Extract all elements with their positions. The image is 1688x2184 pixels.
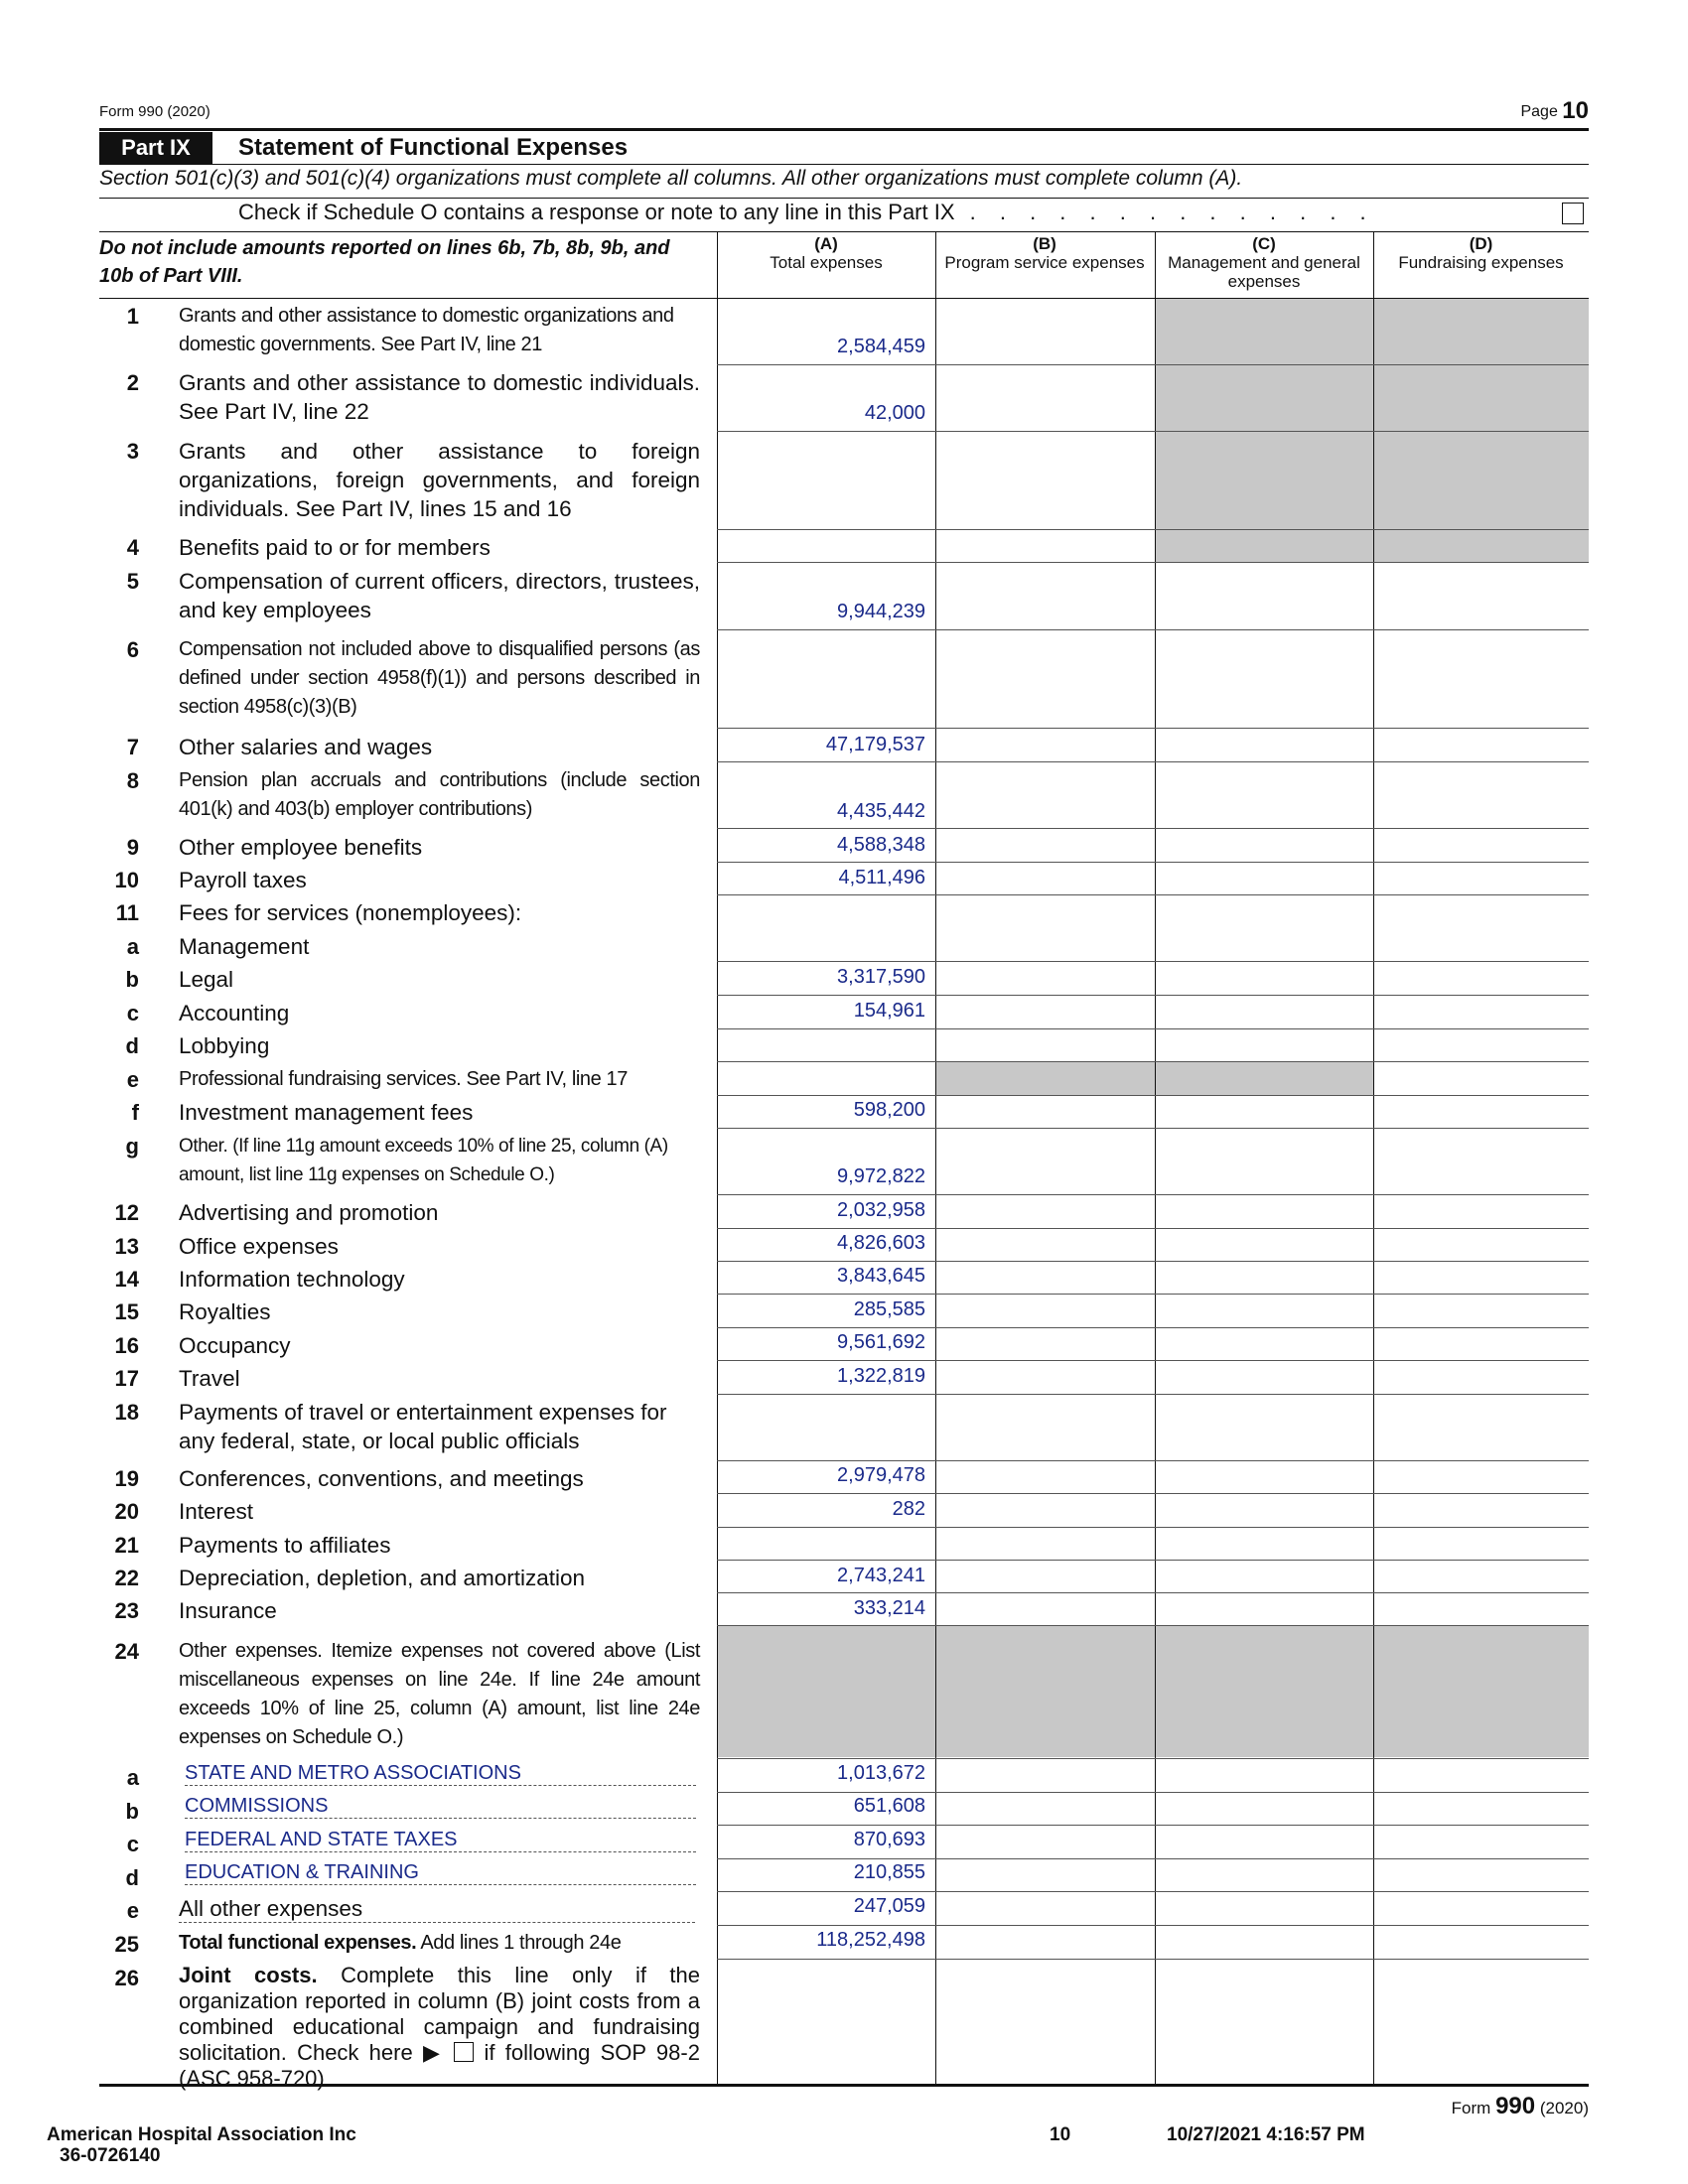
leader-dots: . . . . . . . . . . . . . . — [954, 200, 1375, 224]
line-letter: a — [126, 934, 139, 959]
line-description: Royalties — [179, 1299, 271, 1324]
line-number: 5 — [126, 569, 139, 594]
line-description: Compensation of current officers, directors, trustees, and key employees — [179, 569, 700, 622]
column-b-label: Program service expenses — [944, 253, 1145, 272]
line-letter: b — [125, 1799, 139, 1824]
line-number: 14 — [114, 1267, 139, 1292]
line-number: 23 — [114, 1598, 139, 1623]
column-d-header — [1373, 234, 1589, 298]
schedule-o-check-label — [238, 200, 1375, 225]
column-c-letter: (C) — [1252, 234, 1276, 253]
row-line — [717, 1758, 1589, 1759]
column-divider — [935, 232, 936, 2085]
line-number: 17 — [114, 1366, 139, 1391]
itemized-expense: EDUCATION & TRAINING — [185, 1861, 696, 1885]
line-description: Fees for services (nonemployees): — [179, 900, 522, 925]
row-line — [717, 1560, 1589, 1561]
row-line — [717, 961, 1589, 962]
row-line — [717, 1128, 1589, 1129]
row-line — [717, 562, 1589, 563]
footer-form-year: (2020) — [1539, 2099, 1589, 2117]
row-line — [717, 1095, 1589, 1096]
line-number: 1 — [126, 304, 139, 329]
top-rule — [99, 128, 1589, 131]
amount-total: 2,584,459 — [837, 336, 925, 357]
organization-ein: 36-0726140 — [60, 2145, 161, 2166]
footer-organization — [47, 2124, 356, 2166]
amount-total: 154,961 — [853, 1000, 925, 1022]
page-number-value: 10 — [1562, 97, 1589, 124]
footer-form-label — [1452, 2093, 1589, 2120]
line-description: Information technology — [179, 1267, 405, 1292]
amount-total: 4,511,496 — [838, 867, 925, 888]
amount-total: 247,059 — [853, 1895, 925, 1917]
part-label: Part IX — [99, 132, 212, 164]
line-letter: a — [126, 1765, 139, 1790]
amount-total: 1,322,819 — [837, 1365, 925, 1387]
line-description-bold: Joint costs. — [179, 1963, 318, 1987]
line-number: 18 — [114, 1400, 139, 1425]
amount-total: 285,585 — [853, 1298, 925, 1320]
line-letter: f — [131, 1100, 139, 1125]
amount-total: 4,435,442 — [837, 800, 925, 822]
line-number: 24 — [114, 1639, 139, 1664]
amount-total: 870,693 — [853, 1829, 925, 1850]
line-letter: d — [125, 1865, 139, 1890]
column-b-header — [935, 234, 1154, 298]
line-description: Advertising and promotion — [179, 1200, 439, 1225]
line-number: 13 — [114, 1234, 139, 1259]
amount-total: 210,855 — [853, 1861, 925, 1883]
row-line — [717, 529, 1589, 530]
line-description: Other. (If line 11g amount exceeds 10% of line 25, column (A) amount, list line 11g expenses on Schedule O.) — [179, 1136, 668, 1185]
amount-total: 598,200 — [853, 1099, 925, 1121]
row-line — [717, 1360, 1589, 1361]
footer-form-prefix: Form — [1451, 2099, 1491, 2117]
line-description: Legal — [179, 967, 234, 992]
line-description-text: Complete this line only if the organization reported in column (B) joint costs from a combined educational campaign and fundraising solicitation. Check here — [179, 1963, 700, 2065]
rule — [99, 231, 1589, 232]
line-description-text: Add lines 1 through 24e — [420, 1932, 622, 1954]
row-line — [717, 1327, 1589, 1328]
row-line — [717, 761, 1589, 762]
column-b-letter: (B) — [1033, 234, 1056, 253]
line-description: Benefits paid to or for members — [179, 535, 491, 560]
part-header — [99, 132, 1589, 164]
line-number: 3 — [126, 439, 139, 464]
line-number: 20 — [114, 1499, 139, 1524]
rule — [99, 164, 1589, 165]
row-line — [717, 894, 1589, 895]
line-letter: e — [126, 1067, 139, 1092]
line-number: 9 — [126, 835, 139, 860]
line-letter: c — [126, 1001, 139, 1025]
amount-total: 333,214 — [853, 1597, 925, 1619]
amount-total: 47,179,537 — [825, 734, 925, 755]
line-description: Compensation not included above to disqualified persons (as defined under section 4958(f)(1)) and persons described in section 4958(c)(3)(B) — [179, 638, 700, 718]
column-a-letter: (A) — [814, 234, 838, 253]
line-letter: g — [125, 1134, 139, 1159]
line-description: Payroll taxes — [179, 868, 307, 892]
column-c-label: Management and general expenses — [1168, 253, 1360, 291]
row-line — [717, 1294, 1589, 1295]
line-description-tail: if following SOP 98-2 (ASC 958-720) — [179, 2040, 700, 2091]
line-description: Investment management fees — [179, 1100, 474, 1125]
line-description: Occupancy — [179, 1333, 291, 1358]
arrow-icon: ▶ — [422, 2040, 445, 2065]
line-description: Other employee benefits — [179, 835, 423, 860]
row-line — [717, 1959, 1589, 1960]
row-line — [717, 862, 1589, 863]
line-description: Lobbying — [179, 1033, 270, 1058]
row-line — [717, 828, 1589, 829]
amount-total: 9,972,822 — [837, 1165, 925, 1187]
line-letter: b — [125, 967, 139, 992]
page-number — [1520, 97, 1589, 125]
line-number: 10 — [114, 868, 139, 892]
amount-total: 9,561,692 — [837, 1331, 925, 1353]
amount-total: 1,013,672 — [837, 1762, 925, 1784]
line-description: Interest — [179, 1499, 254, 1524]
amount-total: 42,000 — [864, 402, 925, 424]
line-description: Grants and other assistance to foreign organizations, foreign governments, and foreign individuals. See Part IV, lines 15 and 16 — [179, 439, 700, 521]
line-letter: c — [126, 1832, 139, 1856]
line-number: 21 — [114, 1533, 139, 1558]
line-description: Payments to affiliates — [179, 1533, 391, 1558]
line-number: 25 — [114, 1932, 139, 1957]
row-line — [717, 1460, 1589, 1461]
line-number: 22 — [114, 1566, 139, 1590]
row-line — [717, 1061, 1589, 1062]
form-label: Form 990 (2020) — [99, 103, 211, 120]
amount-total: 4,826,603 — [837, 1232, 925, 1254]
shaded-cells — [717, 1625, 1589, 1757]
line-number: 15 — [114, 1299, 139, 1324]
line-number: 4 — [126, 535, 139, 560]
amount-total: 282 — [892, 1498, 925, 1520]
amount-total: 3,843,645 — [837, 1265, 925, 1287]
line-letter: e — [126, 1898, 139, 1923]
itemized-expense: COMMISSIONS — [185, 1795, 696, 1819]
row-line — [717, 1858, 1589, 1859]
line-description: Management — [179, 934, 310, 959]
itemized-expense: FEDERAL AND STATE TAXES — [185, 1829, 696, 1852]
row-line — [717, 1825, 1589, 1826]
page-prefix: Page — [1520, 103, 1558, 120]
row-line — [717, 1792, 1589, 1793]
line-number: 7 — [126, 735, 139, 759]
row-line — [717, 1891, 1589, 1892]
row-line — [717, 364, 1589, 365]
amount-total: 3,317,590 — [837, 966, 925, 988]
row-line — [717, 1228, 1589, 1229]
footer-page: 10 — [1050, 2124, 1071, 2145]
line-description-bold: Total functional expenses. — [179, 1932, 417, 1954]
line-description: Depreciation, depletion, and amortization — [179, 1566, 585, 1590]
line-description: Professional fundraising services. See Part IV, line 17 — [179, 1068, 628, 1090]
column-d-letter: (D) — [1469, 234, 1493, 253]
row-line — [717, 431, 1589, 432]
line-description: Travel — [179, 1366, 240, 1391]
amount-total: 2,743,241 — [837, 1565, 925, 1586]
line-description: Insurance — [179, 1598, 277, 1623]
line-number: 26 — [114, 1966, 139, 1990]
footer-timestamp: 10/27/2021 4:16:57 PM — [1167, 2124, 1365, 2145]
row-line — [717, 1527, 1589, 1528]
line-letter: d — [125, 1033, 139, 1058]
row-line — [717, 1261, 1589, 1262]
column-a-header — [717, 234, 935, 298]
row-line — [717, 1028, 1589, 1029]
line-description — [179, 1929, 700, 1958]
line-description: Conferences, conventions, and meetings — [179, 1466, 584, 1491]
amount-total: 2,979,478 — [837, 1464, 925, 1486]
row-line — [717, 1925, 1589, 1926]
itemized-expense: STATE AND METRO ASSOCIATIONS — [185, 1762, 696, 1786]
line-number: 6 — [126, 637, 139, 662]
line-description: Accounting — [179, 1001, 290, 1025]
line-description — [179, 1963, 700, 2092]
line-number: 2 — [126, 370, 139, 395]
row-line — [717, 1493, 1589, 1494]
organization-name: American Hospital Association Inc — [47, 2124, 356, 2145]
schedule-o-text: Check if Schedule O contains a response or note to any line in this Part IX — [238, 200, 955, 224]
row-line — [717, 1394, 1589, 1395]
row-line — [717, 1625, 1589, 1626]
line-number: 19 — [114, 1466, 139, 1491]
column-divider — [1155, 232, 1156, 2085]
column-note: Do not include amounts reported on lines 6b, 7b, 8b, 9b, and 10b of Part VIII. — [99, 237, 670, 287]
amount-total: 651,608 — [853, 1795, 925, 1817]
part-title: Statement of Functional Expenses — [238, 134, 629, 161]
row-line — [717, 1592, 1589, 1593]
row-line — [717, 728, 1589, 729]
amount-total: 2,032,958 — [837, 1199, 925, 1221]
line-description: Pension plan accruals and contributions (include section 401(k) and 403(b) employer contributions) — [179, 769, 700, 820]
row-line — [717, 629, 1589, 630]
row-line — [717, 995, 1589, 996]
line-description: All other expenses — [179, 1895, 695, 1923]
line-number: 16 — [114, 1333, 139, 1358]
line-description: Payments of travel or entertainment expenses for any federal, state, or local public officials — [179, 1400, 667, 1453]
column-divider — [1373, 232, 1374, 2085]
row-line — [717, 1194, 1589, 1195]
amount-total: 4,588,348 — [837, 834, 925, 856]
line-description: Grants and other assistance to domestic individuals. See Part IV, line 22 — [179, 370, 700, 424]
line-number: 8 — [126, 768, 139, 793]
line-description: Grants and other assistance to domestic organizations and domestic governments. See Part IV, line 21 — [179, 305, 674, 355]
line-description: Other expenses. Itemize expenses not covered above (List miscellaneous expenses on line 24e. If line 24e amount exceeds 10% of line 25, column (A) amount, list line 24e expenses on Schedule O.) — [179, 1640, 700, 1748]
amount-total: 9,944,239 — [837, 601, 925, 622]
instruction-text: Section 501(c)(3) and 501(c)(4) organizations must complete all columns. All other organizations must complete column (A). — [99, 167, 1243, 190]
line-number: 12 — [114, 1200, 139, 1225]
column-c-header — [1155, 234, 1373, 298]
footer-form-number: 990 — [1495, 2093, 1536, 2119]
line-description: Other salaries and wages — [179, 735, 433, 759]
column-a-label: Total expenses — [770, 253, 883, 272]
amount-total: 118,252,498 — [816, 1929, 925, 1951]
joint-costs-checkbox[interactable] — [454, 2042, 474, 2062]
rule — [99, 198, 1589, 199]
schedule-o-checkbox[interactable] — [1562, 203, 1584, 224]
line-description: Office expenses — [179, 1234, 339, 1259]
line-number: 11 — [115, 900, 139, 925]
column-d-label: Fundraising expenses — [1398, 253, 1564, 272]
